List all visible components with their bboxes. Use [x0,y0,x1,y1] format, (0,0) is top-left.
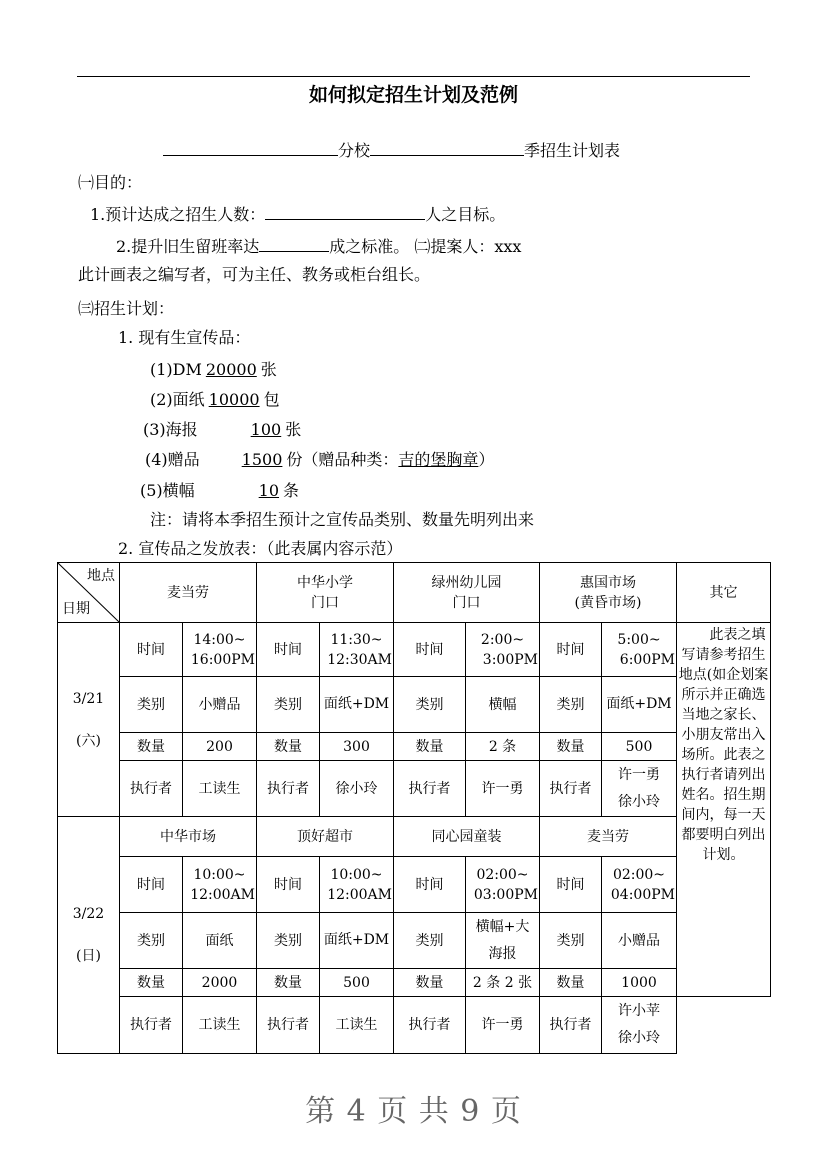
material-item: (2)面纸 10000 包 [150,390,280,409]
table-row [58,761,771,817]
location-header: 麦当劳 [120,563,257,623]
other-header: 其它 [677,563,771,623]
time-cell: 02:00~ 03:00PM [466,857,540,913]
page-title: 如何拟定招生计划及范例 [308,84,518,106]
time-cell: 2:00~ 3:00PM [466,623,540,677]
material-item: (4)赠品 1500 份（赠品种类：吉的堡胸章） [145,450,495,469]
material-item: (5)横幅 10 条 [140,481,300,500]
label-cell: 数量 [540,733,602,761]
top-rule [77,76,750,77]
qty-cell: 200 [183,733,257,761]
date-cell: 3/22 (日) [58,817,120,1054]
table-row [58,857,771,913]
section-3-heading: ㈢招生计划： [78,299,175,318]
qty-cell: 2 条 [466,733,540,761]
distribution-table [57,562,771,1054]
label-cell: 执行者 [120,761,183,817]
label-cell: 时间 [120,623,183,677]
retention-rate: 2.提升旧生留班率达 成之标准。 ㈡提案人：xxx [116,237,522,256]
label-cell: 类别 [120,677,183,733]
label-cell: 执行者 [257,761,320,817]
type-cell: 面纸+DM [602,677,677,733]
label-cell: 执行者 [120,997,183,1054]
location-header: 中华小学 门口 [257,563,394,623]
label-cell: 执行者 [394,997,466,1054]
qty-cell: 500 [320,969,394,997]
table-row [58,623,771,677]
target-enrollment: 1.预计达成之招生人数： 人之目标。 [90,205,506,224]
qty-cell: 500 [602,733,677,761]
label-cell: 数量 [394,969,466,997]
label-cell: 数量 [257,969,320,997]
type-cell: 小赠品 [183,677,257,733]
label-cell: 数量 [540,969,602,997]
date-cell: 3/21 (六) [58,623,120,817]
label-cell: 时间 [120,857,183,913]
label-cell: 类别 [257,677,320,733]
exec-cell: 许一勇 [466,997,540,1054]
qty-cell: 300 [320,733,394,761]
label-cell: 时间 [540,857,602,913]
label-cell: 时间 [394,623,466,677]
label-cell: 数量 [257,733,320,761]
section-1-heading: ㈠目的： [78,173,143,192]
page-footer: 第 4 页 共 9 页 [305,1094,522,1129]
time-cell: 10:00~ 12:00AM [320,857,394,913]
qty-cell: 2000 [183,969,257,997]
type-cell: 面纸+DM [320,913,394,969]
label-cell: 类别 [257,913,320,969]
table-row [58,969,771,997]
exec-cell: 许一勇 [466,761,540,817]
table-row [58,997,771,1054]
time-cell: 14:00~ 16:00PM [183,623,257,677]
label-cell: 执行者 [257,997,320,1054]
time-cell: 11:30~ 12:30AM [320,623,394,677]
author-note: 此计画表之编写者，可为主任、教务或柜台组长。 [78,265,431,284]
materials-heading: 1. 现有生宣传品： [118,328,251,347]
label-cell: 数量 [120,733,183,761]
time-cell: 5:00~ 6:00PM [602,623,677,677]
material-item: (3)海报 100 张 [143,420,302,439]
label-cell: 时间 [257,623,320,677]
type-cell: 横幅 [466,677,540,733]
exec-cell: 工读生 [183,997,257,1054]
materials-note: 注：请将本季招生预计之宣传品类别、数量先明列出来 [150,510,535,529]
material-item: (1)DM 20000 张 [150,360,277,379]
label-cell: 时间 [394,857,466,913]
table-row [58,817,771,857]
type-cell: 面纸 [183,913,257,969]
location-header: 同心园童装 [394,817,540,857]
table-row [58,733,771,761]
exec-cell: 许一勇 徐小玲 [602,761,677,817]
exec-cell: 工读生 [183,761,257,817]
label-cell: 执行者 [540,761,602,817]
type-cell: 横幅+大海报 [466,913,540,969]
exec-cell: 工读生 [320,997,394,1054]
label-cell: 执行者 [394,761,466,817]
label-cell: 时间 [257,857,320,913]
corner-cell: 地点 日期 [58,563,120,623]
label-cell: 类别 [120,913,183,969]
qty-cell: 2 条 2 张 [466,969,540,997]
location-header: 顶好超市 [257,817,394,857]
exec-cell: 徐小玲 [320,761,394,817]
table-header-row [58,563,771,623]
location-header: 惠国市场 (黄昏市场) [540,563,677,623]
distribution-heading: 2. 宣传品之发放表：（此表属内容示范） [118,539,403,558]
location-header: 中华市场 [120,817,257,857]
other-note: 此表之填写请参考招生地点(如企划案所示并正确选当地之家长、小朋友常出入场所。此表之执行者请列出姓名。招生期间内，每一天都要明白列出计划。 [677,623,771,997]
time-cell: 02:00~ 04:00PM [602,857,677,913]
label-cell: 类别 [540,913,602,969]
label-cell: 数量 [394,733,466,761]
qty-cell: 1000 [602,969,677,997]
location-header: 绿州幼儿园 门口 [394,563,540,623]
label-cell: 执行者 [540,997,602,1054]
label-cell: 类别 [394,913,466,969]
plan-header: 分校 季招生计划表 [163,139,620,162]
table-row [58,677,771,733]
table-row [58,913,771,969]
label-cell: 时间 [540,623,602,677]
exec-cell: 许小苹 徐小玲 [602,997,677,1054]
location-header: 麦当劳 [540,817,677,857]
label-cell: 类别 [540,677,602,733]
label-cell: 数量 [120,969,183,997]
type-cell: 面纸+DM [320,677,394,733]
label-cell: 类别 [394,677,466,733]
type-cell: 小赠品 [602,913,677,969]
time-cell: 10:00~ 12:00AM [183,857,257,913]
